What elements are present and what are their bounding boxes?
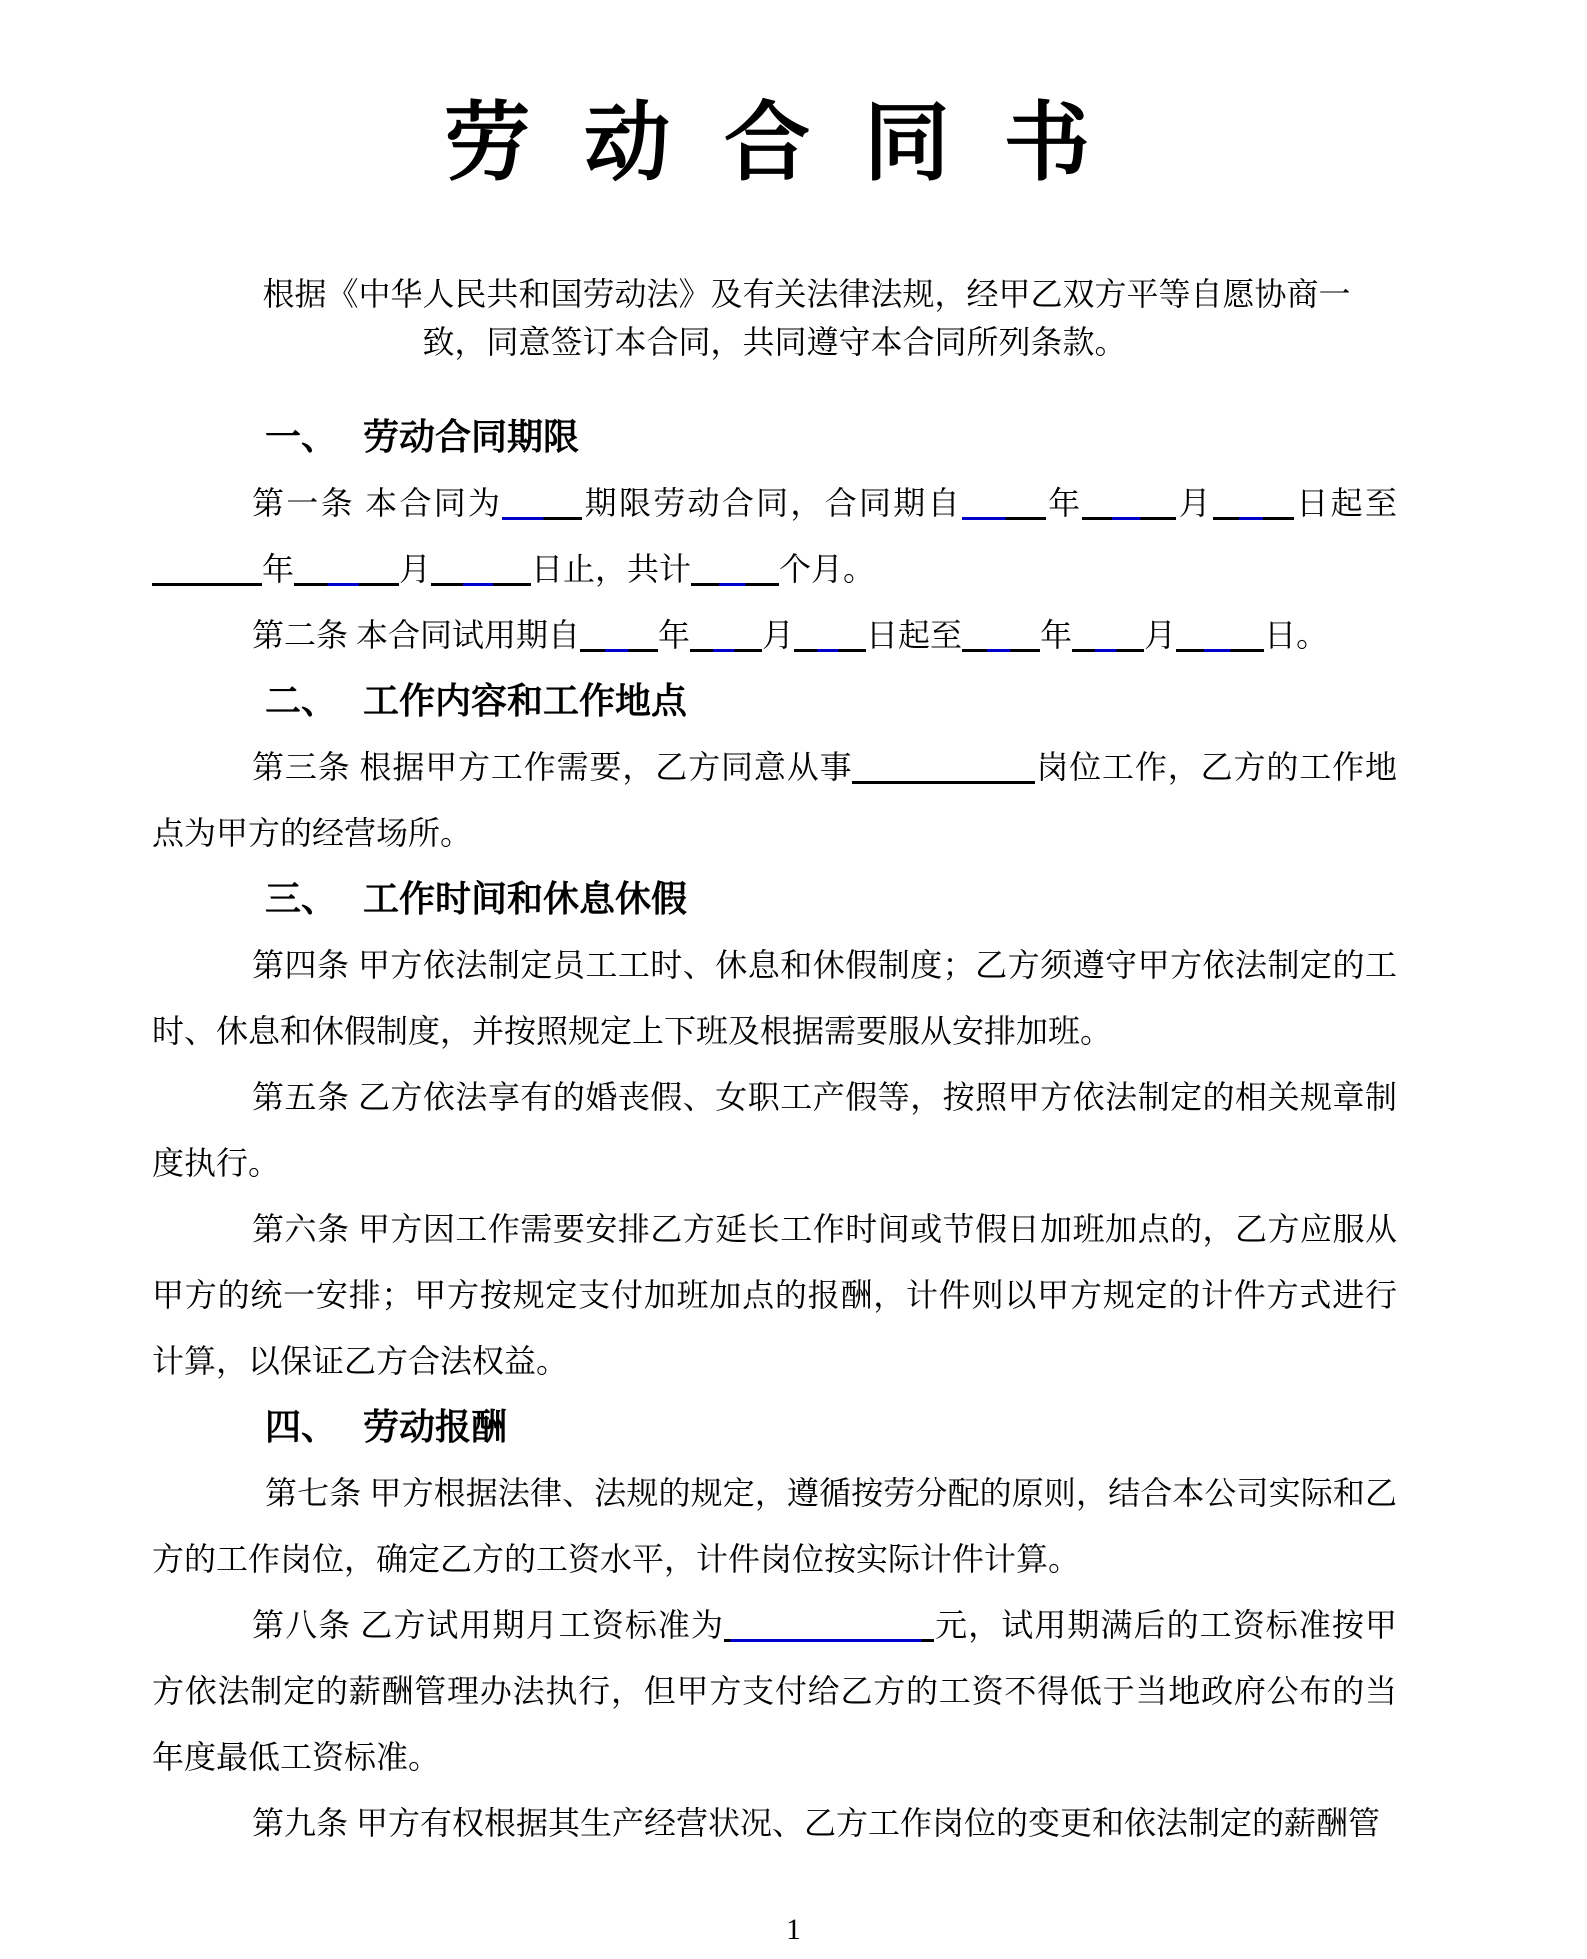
article-2-seg-6: 月 <box>1144 617 1177 653</box>
blank-term-end-month <box>294 556 399 586</box>
article-1 <box>152 470 1397 602</box>
article-1-seg-1: 第一条 本合同为 <box>252 485 503 521</box>
section-4-title: 劳动报酬 <box>363 1407 508 1447</box>
article-8 <box>152 1592 1397 1790</box>
article-3 <box>152 734 1397 866</box>
article-5: 第五条 乙方依法享有的婚丧假、女职工产假等，按照甲方依法制定的相关规章制度执行。 <box>152 1079 1397 1181</box>
blank-probation-end-day <box>1176 622 1264 652</box>
section-heading-2 <box>152 668 1397 734</box>
article-3-seg-2: 岗位工作，乙方的工作地点为甲方的经营场所。 <box>152 749 1397 851</box>
section-heading-3 <box>152 866 1397 932</box>
article-8-seg-2: 元，试用期满后的工资标准按甲方依法制定的薪酬管理办法执行，但甲方支付给乙方的工资不得低于当地政府公布的当年度最低工资标准。 <box>152 1607 1397 1775</box>
article-2-seg-4: 日起至 <box>866 617 963 653</box>
article-1-seg-4: 月 <box>1176 485 1214 521</box>
article-6: 第六条 甲方因工作需要安排乙方延长工作时间或节假日加班加点的，乙方应服从甲方的统一安排；甲方按规定支付加班加点的报酬，计件则以甲方规定的计件方式进行计算，以保证乙方合法权益。 <box>152 1211 1397 1379</box>
article-2-seg-3: 月 <box>762 617 795 653</box>
article-1-seg-2: 期限劳动合同，合同期自 <box>582 485 962 521</box>
blank-probation-end-month <box>1072 622 1144 652</box>
article-1-seg-8: 日止，共计 <box>531 551 692 587</box>
section-2-title: 工作内容和工作地点 <box>363 681 688 721</box>
blank-probation-end-year <box>962 622 1040 652</box>
article-4: 第四条 甲方依法制定员工工时、休息和休假制度；乙方须遵守甲方依法制定的工时、休息和休假制度，并按照规定上下班及根据需要服从安排加班。 <box>152 947 1397 1049</box>
article-2 <box>152 602 1397 668</box>
section-1-number: 一、 <box>265 417 338 457</box>
section-3-title: 工作时间和休息休假 <box>363 879 688 919</box>
article-2-seg-2: 年 <box>658 617 691 653</box>
blank-term-start-month <box>1082 490 1176 520</box>
section-heading-1 <box>152 404 1397 470</box>
article-1-seg-9: 个月。 <box>779 551 876 587</box>
article-2-seg-7: 日。 <box>1264 617 1329 653</box>
page-number: 1 <box>786 1913 801 1946</box>
blank-term-end-year <box>152 556 262 586</box>
blank-total-months <box>691 556 779 586</box>
blank-job-position <box>852 754 1035 784</box>
blank-probation-start-month <box>690 622 762 652</box>
article-8-seg-1: 第八条 乙方试用期月工资标准为 <box>252 1607 725 1643</box>
article-3-seg-1: 第三条 根据甲方工作需要，乙方同意从事 <box>252 749 853 785</box>
blank-probation-start-day <box>794 622 866 652</box>
blank-term-end-day <box>431 556 531 586</box>
section-3-number: 三、 <box>265 879 338 919</box>
article-7: 第七条 甲方根据法律、法规的规定，遵循按劳分配的原则，结合本公司实际和乙方的工作岗位，确定乙方的工资水平，计件岗位按实际计件计算。 <box>152 1475 1397 1577</box>
blank-contract-term-type <box>502 490 582 520</box>
article-1-seg-5: 日起至 <box>1294 485 1397 521</box>
blank-probation-start-year <box>580 622 658 652</box>
blank-probation-salary <box>724 1612 934 1642</box>
document-title: 劳 动 合 同 书 <box>444 95 1105 191</box>
blank-term-start-year <box>962 490 1046 520</box>
article-2-seg-1: 第二条 本合同试用期自 <box>252 617 581 653</box>
section-heading-4 <box>152 1394 1397 1460</box>
article-1-seg-7: 月 <box>399 551 432 587</box>
article-9: 第九条 甲方有权根据其生产经营状况、乙方工作岗位的变更和依法制定的薪酬管 <box>252 1805 1381 1841</box>
article-1-seg-3: 年 <box>1045 485 1083 521</box>
article-2-seg-5: 年 <box>1040 617 1073 653</box>
section-1-title: 劳动合同期限 <box>363 417 580 457</box>
section-2-number: 二、 <box>265 681 338 721</box>
blank-term-start-day <box>1213 490 1294 520</box>
intro-paragraph: 根据《中华人民共和国劳动法》及有关法律法规，经甲乙双方平等自愿协商一致，同意签订本合同，共同遵守本合同所列条款。 <box>262 276 1351 360</box>
article-1-seg-6: 年 <box>262 551 295 587</box>
section-4-number: 四、 <box>265 1407 338 1447</box>
